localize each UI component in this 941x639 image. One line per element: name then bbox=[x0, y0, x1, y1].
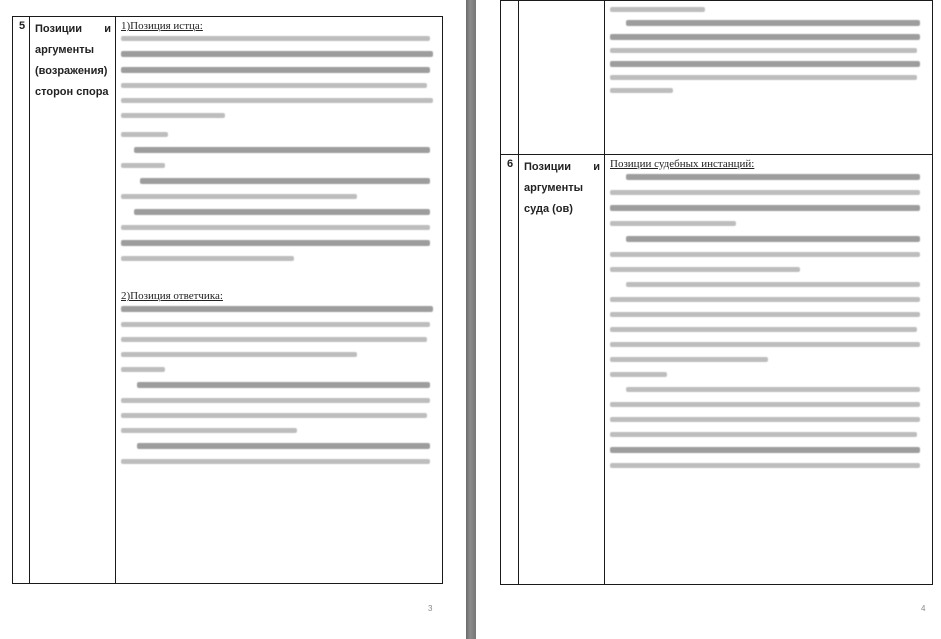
row-label-line-4: сторон спора bbox=[35, 86, 109, 98]
plaintiff-position-text bbox=[121, 36, 436, 271]
page-gutter bbox=[466, 0, 476, 639]
defendant-position-heading: 2)Позиция ответчика: bbox=[121, 290, 223, 302]
courts-position-text bbox=[610, 174, 926, 478]
row-label-cell bbox=[519, 155, 605, 585]
courts-position-heading: Позиции судебных инстанций: bbox=[610, 158, 755, 170]
defendant-position-continuation bbox=[605, 1, 933, 155]
row-label-line-3: суда (ов) bbox=[524, 203, 573, 215]
row-label-line-2: аргументы bbox=[35, 44, 95, 56]
defendant-position-text bbox=[121, 306, 436, 474]
courts-positions-cell bbox=[605, 155, 933, 585]
row-number-cell bbox=[501, 155, 519, 585]
continuation-number-cell bbox=[501, 1, 519, 155]
row-number: 5 bbox=[19, 20, 26, 32]
row-label-line-1: Позиции и bbox=[524, 161, 600, 173]
row-number-cell bbox=[13, 17, 30, 584]
arguments-table-page-4 bbox=[500, 0, 933, 585]
row-label-line-3: (возражения) bbox=[35, 65, 108, 77]
row-label-line-2: аргументы bbox=[524, 182, 584, 194]
page-number-3: 3 bbox=[428, 604, 433, 613]
continuation-label-cell bbox=[519, 1, 605, 155]
row-number: 6 bbox=[507, 158, 514, 170]
document-page-3 bbox=[0, 0, 466, 639]
positions-content-cell bbox=[116, 17, 443, 584]
plaintiff-position-heading: 1)Позиция истца: bbox=[121, 20, 203, 32]
arguments-table-page-3 bbox=[12, 16, 443, 584]
row-label-line-1: Позиции и bbox=[35, 23, 111, 35]
page-number-4: 4 bbox=[921, 604, 926, 613]
row-label-cell bbox=[30, 17, 116, 584]
